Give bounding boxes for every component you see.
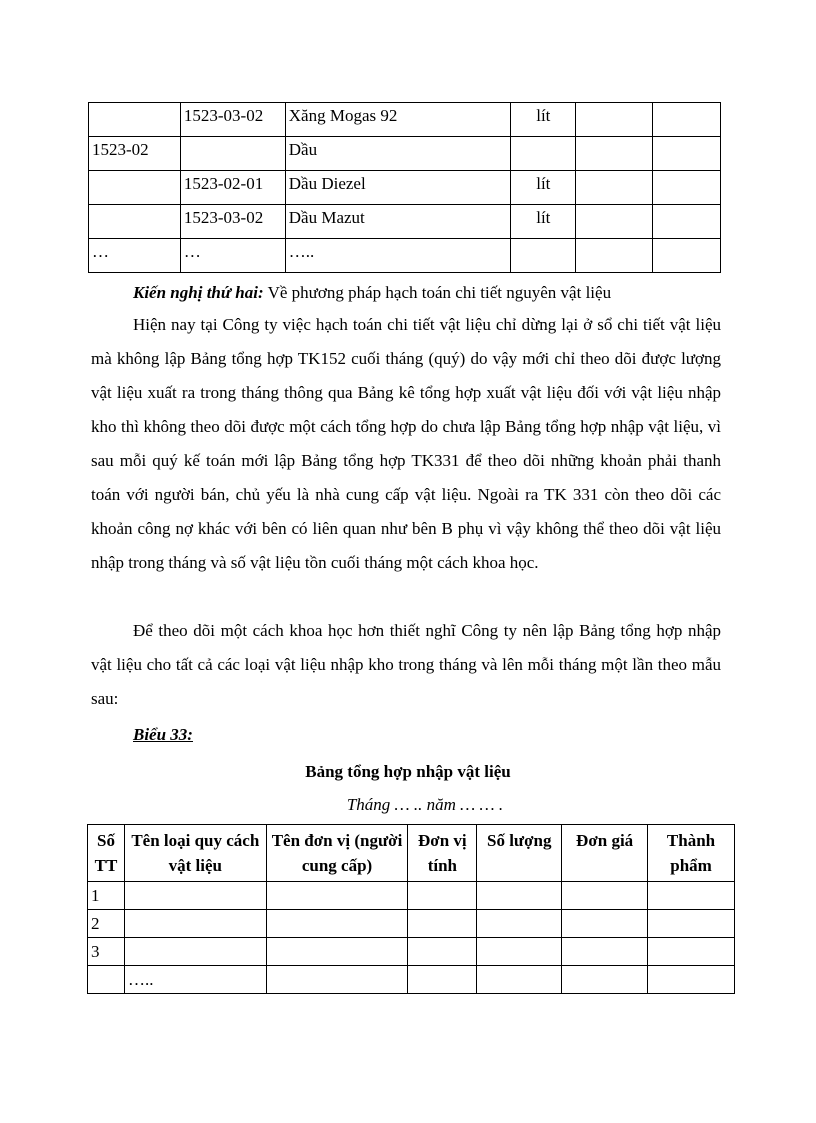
cell [648, 966, 735, 994]
body-paragraph-1: Hiện nay tại Công ty việc hạch toán chi tiết vật liệu chỉ dừng lại ở sổ chi tiết vật liệu mà không lập Bảng tổng hợp TK152 cuối tháng (quý) do vậy mới chỉ theo dõi được lượng vật liệu xuất ra trong tháng thông qua Bảng kê tổng hợp xuất vật liệu đối với vật liệu nhập kho thì không theo dõi được một cách tổng hợp do chưa lập Bảng tổng hợp nhập vật liệu, vì sau mỗi quý kế toán mới lập Bảng tổng hợp TK331 để theo dõi những khoản phải thanh toán với người bán, chủ yếu là nhà cung cấp vật liệu. Ngoài ra TK 331 còn theo dõi các khoản công nợ khác với bên có liên quan như bên B phụ vì vậy không thể theo dõi vật liệu nhập trong tháng và số vật liệu tồn cuối tháng một cách khoa học. [91, 315, 721, 572]
header-stt: Số TT [88, 825, 125, 882]
detail-code-cell: … [180, 239, 285, 273]
group-code-cell: … [89, 239, 181, 273]
group-code-cell: 1523-02 [89, 137, 181, 171]
cell [266, 910, 408, 938]
cell [648, 938, 735, 966]
cell [477, 910, 562, 938]
header-unit: Đơn vị tính [408, 825, 477, 882]
group-code-cell [89, 205, 181, 239]
empty-cell [653, 137, 721, 171]
cell [266, 882, 408, 910]
section-heading-bold: Kiến nghị thứ hai: [133, 283, 264, 302]
detail-code-cell: 1523-03-02 [180, 205, 285, 239]
material-name-cell: Dầu Diezel [285, 171, 511, 205]
cell [124, 938, 266, 966]
empty-cell [576, 239, 653, 273]
unit-cell: lít [511, 205, 576, 239]
cell [124, 882, 266, 910]
section-heading-text: Về phương pháp hạch toán chi tiết nguyên vật liệu [263, 283, 612, 302]
cell [408, 910, 477, 938]
empty-cell [653, 103, 721, 137]
cell: ….. [124, 966, 266, 994]
table-row [88, 966, 735, 994]
table-row [88, 938, 735, 966]
material-code-table [88, 102, 721, 273]
header-total: Thành phẩm [648, 825, 735, 882]
section-heading [133, 278, 611, 308]
group-code-cell [89, 171, 181, 205]
material-receipt-summary-table [87, 824, 735, 994]
group-code-cell [89, 103, 181, 137]
material-name-cell: Dầu Mazut [285, 205, 511, 239]
empty-cell [576, 171, 653, 205]
header-unit-price: Đơn giá [562, 825, 648, 882]
table-row [88, 882, 735, 910]
table-row [89, 171, 721, 205]
empty-cell [653, 171, 721, 205]
stt-cell: 3 [88, 938, 125, 966]
cell [562, 966, 648, 994]
cell [648, 882, 735, 910]
form-label: Biểu 33: [133, 725, 193, 744]
cell [562, 882, 648, 910]
table-row [89, 239, 721, 273]
detail-code-cell [180, 137, 285, 171]
unit-cell: lít [511, 171, 576, 205]
cell [408, 938, 477, 966]
detail-code-cell: 1523-03-02 [180, 103, 285, 137]
empty-cell [653, 239, 721, 273]
unit-cell [511, 239, 576, 273]
empty-cell [653, 205, 721, 239]
empty-cell [576, 137, 653, 171]
cell [648, 910, 735, 938]
stt-cell: 1 [88, 882, 125, 910]
cell [124, 910, 266, 938]
header-quantity: Số lượng [477, 825, 562, 882]
cell [408, 882, 477, 910]
detail-code-cell: 1523-02-01 [180, 171, 285, 205]
header-material-type: Tên loại quy cách vật liệu [124, 825, 266, 882]
table-header-row [88, 825, 735, 882]
body-paragraph-2: Để theo dõi một cách khoa học hơn thiết nghĩ Công ty nên lập Bảng tổng hợp nhập vật liệu cho tất cả các loại vật liệu nhập kho trong tháng và lên mỗi tháng một lần theo mẫu sau: [91, 621, 721, 708]
table-row [89, 103, 721, 137]
table-row [89, 137, 721, 171]
cell [562, 910, 648, 938]
cell [477, 966, 562, 994]
unit-cell: lít [511, 103, 576, 137]
material-name-cell: Xăng Mogas 92 [285, 103, 511, 137]
cell [477, 938, 562, 966]
table-row [88, 910, 735, 938]
cell [477, 882, 562, 910]
form-subtitle: Tháng … .. năm … … . [346, 795, 504, 814]
cell [266, 966, 408, 994]
unit-cell [511, 137, 576, 171]
stt-cell [88, 966, 125, 994]
form-title: Bảng tổng hợp nhập vật liệu [305, 762, 511, 781]
cell [562, 938, 648, 966]
cell [266, 938, 408, 966]
material-name-cell: ….. [285, 239, 511, 273]
cell [408, 966, 477, 994]
table-row [89, 205, 721, 239]
empty-cell [576, 205, 653, 239]
stt-cell: 2 [88, 910, 125, 938]
header-supplier: Tên đơn vị (người cung cấp) [266, 825, 408, 882]
empty-cell [576, 103, 653, 137]
material-name-cell: Dầu [285, 137, 511, 171]
